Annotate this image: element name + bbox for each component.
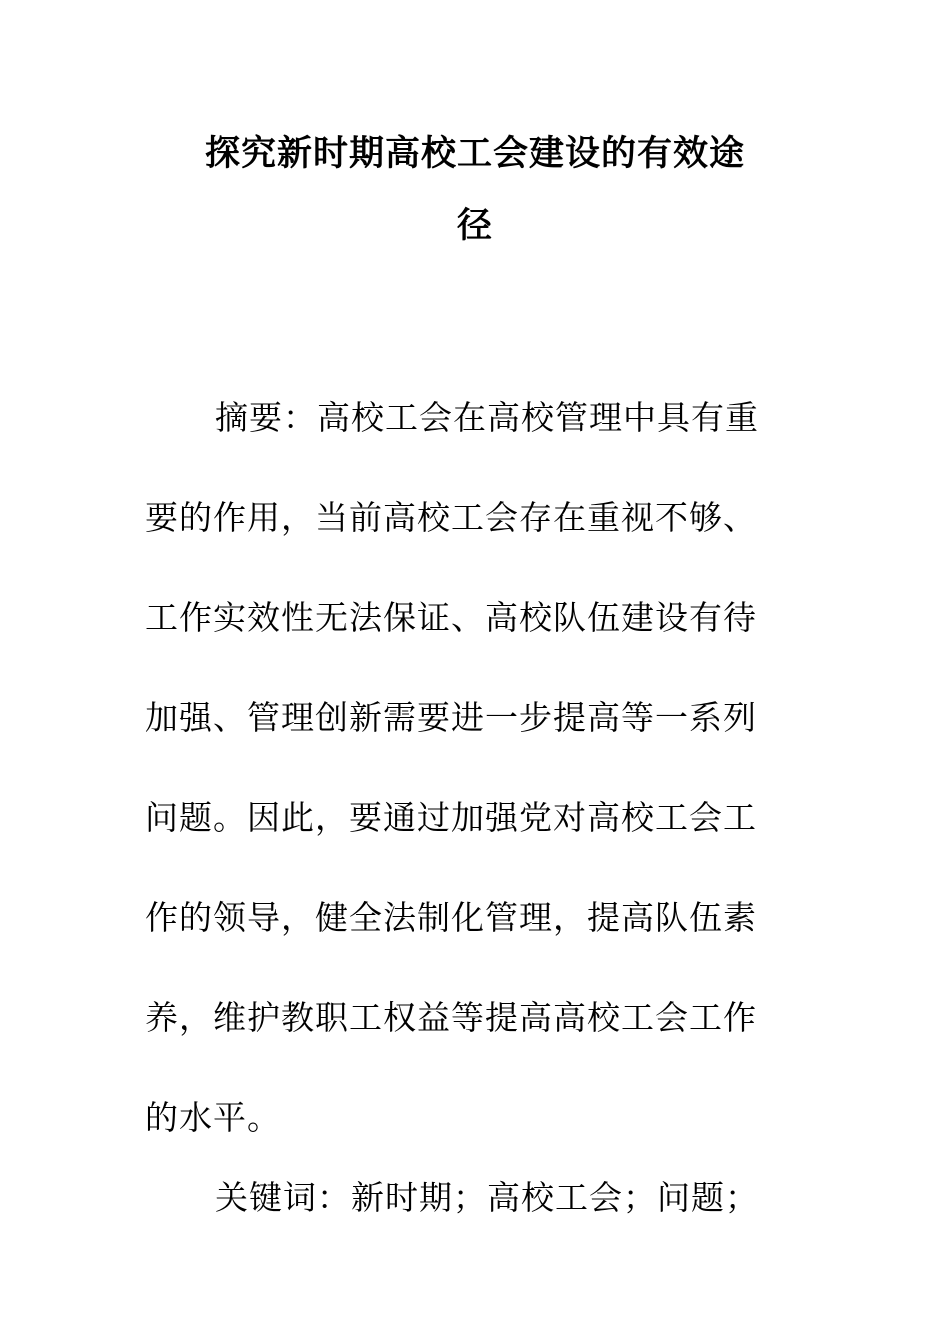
keywords-line: 关键词：新时期；高校工会；问题； <box>215 1178 759 1217</box>
abstract-line-6: 作的领导，健全法制化管理，提高队伍素 <box>145 898 757 937</box>
abstract-paragraph <box>145 368 785 1168</box>
abstract-line-1: 摘要：高校工会在高校管理中具有重 <box>215 398 759 437</box>
abstract-line-2: 要的作用，当前高校工会存在重视不够、 <box>145 498 757 537</box>
title-line-2: 径 <box>456 205 493 246</box>
keywords-paragraph <box>145 1148 785 1248</box>
document-title <box>150 118 800 262</box>
abstract-line-8: 的水平。 <box>145 1098 281 1137</box>
abstract-line-5: 问题。因此，要通过加强党对高校工会工 <box>145 798 757 837</box>
abstract-line-3: 工作实效性无法保证、高校队伍建设有待 <box>145 598 757 637</box>
title-line-1: 探究新时期高校工会建设的有效途 <box>204 133 745 174</box>
abstract-line-4: 加强、管理创新需要进一步提高等一系列 <box>145 698 757 737</box>
abstract-line-7: 养，维护教职工权益等提高高校工会工作 <box>145 998 757 1037</box>
